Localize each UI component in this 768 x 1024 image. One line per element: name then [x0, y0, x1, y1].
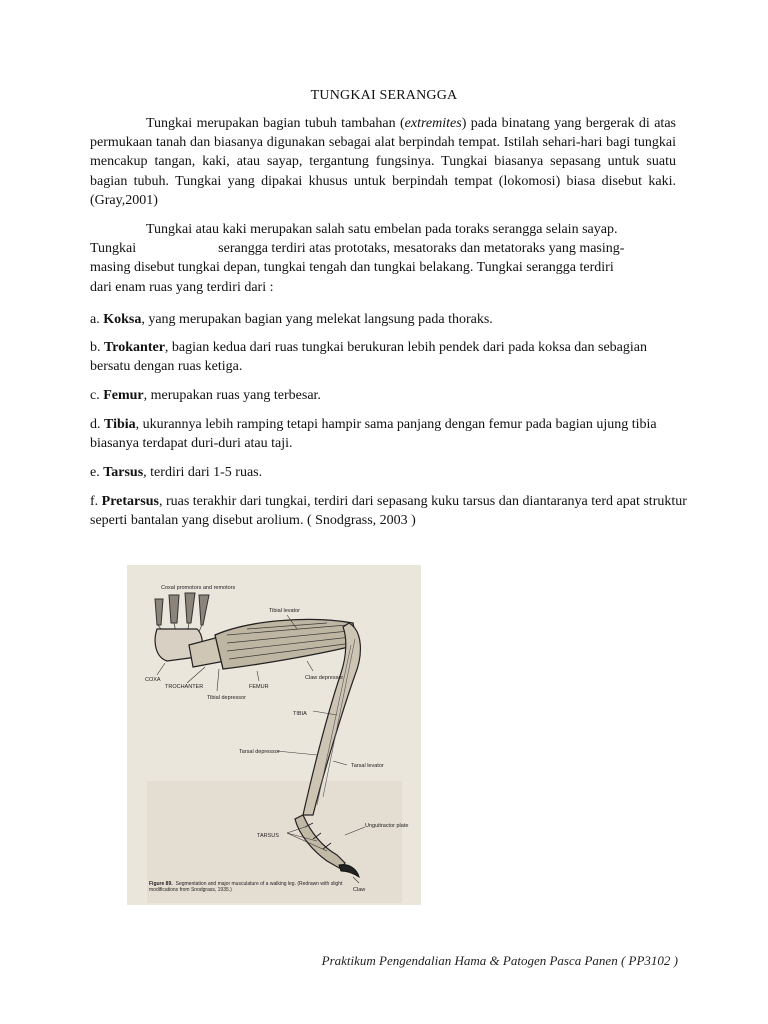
label-tarsal-depressor: Tarsal depressor [239, 749, 280, 755]
list-text: , ukurannya lebih ramping tetapi hampir sama panjang dengan femur pada bagian ujung tibia biasanya terdapat duri-duri atau taji. [90, 417, 657, 452]
list-text: , merupakan ruas yang terbesar. [143, 388, 321, 403]
list-term: Pretarsus [101, 494, 159, 509]
page-title: TUNGKAI SERANGGA [310, 88, 458, 103]
label-claw-depressor: Claw depressor [305, 675, 344, 681]
list-item-pretarsus [90, 492, 690, 530]
label-unguitractor: Unguitractor plate [365, 823, 409, 829]
list-item-tarsus [90, 463, 690, 482]
paragraph-legs [90, 220, 676, 297]
list-term: Tarsus [103, 465, 144, 480]
list-prefix: c. [90, 388, 104, 403]
figure-caption-text-line-2: modifications from Snodgrass, 1935.) [149, 887, 232, 893]
list-item-koksa [90, 310, 690, 329]
list-term: Koksa [103, 312, 142, 327]
legs-line-2 [90, 239, 676, 258]
label-tarsal-levator: Tarsal levator [351, 763, 384, 769]
list-text: , terdiri dari 1-5 ruas. [143, 465, 263, 480]
list-prefix: b. [90, 340, 104, 355]
list-prefix: a. [90, 312, 104, 327]
list-prefix: e. [90, 465, 104, 480]
legs-line-3: masing disebut tungkai depan, tungkai tengah dan tungkai belakang. Tungkai serangga terdiri [90, 260, 614, 276]
list-text: , yang merupakan bagian yang melekat langsung pada thoraks. [141, 312, 493, 327]
leg-diagram [127, 565, 421, 905]
label-tibial-levator: Tibial levator [269, 608, 300, 614]
intro-text-after: ) pada binatang yang bergerak di atas permukaan tanah dan biasanya digunakan sebagai alat berpindah tempat. Istilah sehari-hari bagi tungkai mencakup tangan, kaki, atau sayap, tergantung fungsinya. Tungkai biasanya sepasang untuk suatu bagian tubuh. Tungkai yang dipakai khusus untuk berpindah tempat (lokomosi) biasa disebut kaki. (Gray,2001) [90, 116, 676, 208]
label-coxa: COXA [145, 677, 161, 683]
legs-line-2-a: Tungkai [90, 241, 137, 257]
legs-line-1: Tungkai atau kaki merupakan salah satu embelan pada toraks serangga selain sayap. [146, 222, 618, 237]
figure-caption-text: Segmentation and major musculature of a walking leg. (Redrawn with slight [175, 881, 343, 887]
list-text: , bagian kedua dari ruas tungkai berukuran lebih pendek dari pada koksa dan sebagian bersatu dengan ruas ketiga. [90, 340, 647, 375]
paragraph-intro [90, 114, 676, 210]
list-term: Tibia [104, 417, 136, 432]
legs-line-4: dari enam ruas yang terdiri dari : [90, 279, 274, 295]
list-item-trokanter [90, 338, 660, 376]
label-tibial-depressor: Tibial depressor [207, 695, 246, 701]
figure-caption-number: Figure 89. [149, 881, 173, 887]
list-term: Femur [103, 388, 144, 403]
leg-diagram-figure [127, 565, 421, 905]
page-footer: Praktikum Pengendalian Hama & Patogen Pasca Panen ( PP3102 ) [321, 953, 678, 968]
list-item-femur [90, 386, 690, 405]
list-prefix: d. [90, 417, 104, 432]
legs-line-2-b: serangga terdiri atas prototaks, mesatoraks dan metatoraks yang masing- [218, 241, 625, 257]
list-text: , ruas terakhir dari tungkai, terdiri dari sepasang kuku tarsus dan diantaranya terd apat struktur seperti bantalan yang disebut arolium. ( Snodgrass, 2003 ) [90, 494, 687, 529]
list-item-tibia [90, 415, 682, 453]
label-claw: Claw [353, 887, 366, 893]
label-tibia: TIBIA [293, 711, 307, 717]
label-coxal-promotors: Coxal promotors and remotors [161, 585, 236, 591]
label-trochanter: TROCHANTER [165, 684, 204, 690]
list-term: Trokanter [104, 340, 165, 355]
list-prefix: f. [90, 494, 102, 509]
intro-italic-term: extremites [404, 116, 462, 131]
label-tarsus: TARSUS [257, 833, 279, 839]
intro-text-before: Tungkai merupakan bagian tubuh tambahan ( [146, 116, 405, 131]
label-femur: FEMUR [249, 684, 269, 690]
